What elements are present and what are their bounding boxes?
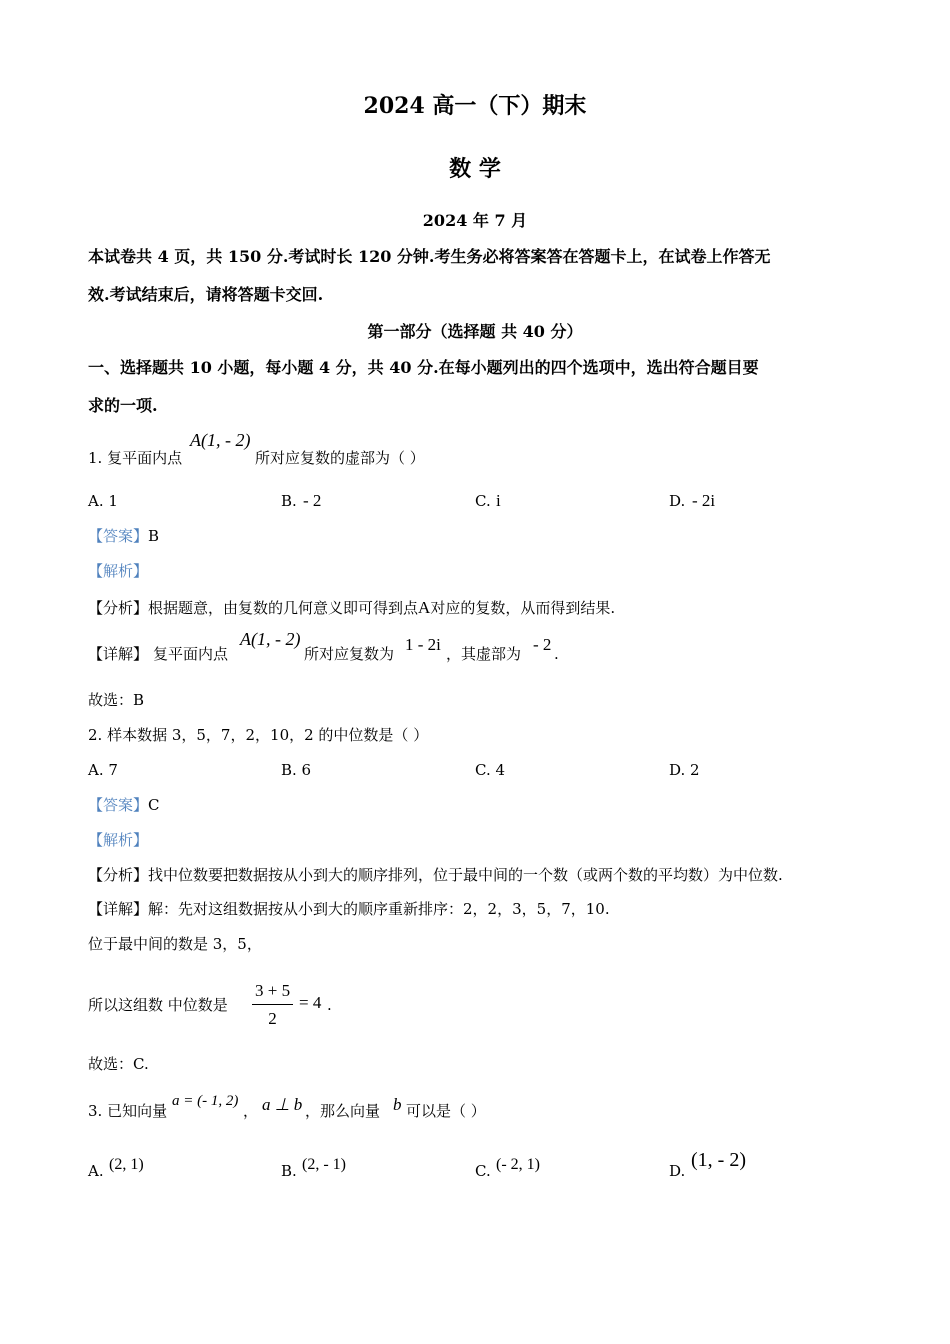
q2-detail-line	[88, 902, 610, 917]
q3-option-a-label: A.	[88, 1162, 104, 1180]
q3-vec-a	[172, 1094, 238, 1109]
q3-option-b-math: (2, - 1)	[302, 1156, 346, 1173]
q1-stem-suffix: 所对应复数的虚部为（ ）	[255, 449, 425, 467]
q1-detail-text-b: 所对应复数为	[304, 645, 395, 663]
q2-line3-prefix: 所以这组数 中位数是	[88, 996, 228, 1014]
q1-detail-imag: - 2	[533, 635, 552, 654]
q2-detail-text: 解：先对这组数据按从小到大的顺序重新排序：2，2，3，5，7，10.	[148, 900, 610, 918]
q2-conclusion: 故选：C.	[88, 1055, 149, 1073]
q1-option-d-math: - 2i	[692, 491, 716, 510]
fenxi-tag: 【分析】	[88, 599, 149, 617]
q1-fenxi-text-b: 对应的复数，从而得到结果.	[430, 599, 616, 617]
section-line1: 一、选择题共 10 小题，每小题 4 分，共 40 分.在每小题列出的四个选项中，选出符合题目要	[88, 358, 759, 377]
q3-vec-a-text: a = (- 1, 2)	[172, 1093, 239, 1109]
section-line2: 求的一项.	[88, 396, 158, 415]
exam-date: 2024 年 7 月	[422, 211, 528, 230]
q3-stem-mid: ，那么向量	[305, 1102, 381, 1120]
q1-point: A(1, - 2)	[190, 430, 251, 450]
q3-separator: ，	[243, 1102, 259, 1120]
q3-stem-prefix: 3. 已知向量	[88, 1102, 168, 1120]
q1-detail-point: A(1, - 2)	[240, 629, 301, 649]
q3-stem-suffix: 可以是（ ）	[406, 1102, 486, 1120]
q1-answer: B	[148, 527, 160, 545]
q1-detail-text-c: ，其虚部为	[446, 645, 522, 663]
q2-fraction	[252, 981, 293, 1029]
q1-fenxi-math: A	[418, 598, 431, 617]
q3-option-c-math: (- 2, 1)	[496, 1156, 540, 1173]
q1-option-c-label: C.	[475, 492, 491, 510]
q3-option-c-label: C.	[475, 1162, 491, 1180]
q1-option-b-label: B.	[281, 492, 297, 510]
q2-line3-end: .	[327, 996, 332, 1014]
subject-title: 数 学	[449, 156, 501, 182]
q1-option-b-math: - 2	[303, 491, 322, 510]
q3-option-a-math: (2, 1)	[109, 1156, 144, 1173]
fenxi-tag: 【分析】	[88, 866, 149, 884]
q1-detail-end: .	[554, 645, 559, 663]
detail-tag: 【详解】	[88, 900, 149, 918]
q1-option-c-math: i	[496, 491, 501, 510]
q2-option-c: C. 4	[475, 761, 506, 779]
q1-conclusion: 故选：B	[88, 691, 145, 709]
q2-answer: C	[148, 796, 160, 814]
q2-option-d: D. 2	[669, 761, 700, 779]
answer-tag: 【答案】	[88, 796, 149, 814]
q3-option-d-label: D.	[669, 1162, 686, 1180]
fraction-denominator: 2	[268, 1009, 277, 1028]
q1-detail-complex: 1 - 2i	[405, 635, 441, 654]
q1-detail-text-a: 复平面内点	[153, 645, 229, 663]
q3-perp: a ⊥ b	[262, 1095, 303, 1114]
q2-fenxi-text: 找中位数要把数据按从小到大的顺序排列，位于最中间的一个数（或两个数的平均数）为中位数.	[148, 866, 783, 884]
q2-fraction-result: = 4	[299, 993, 322, 1012]
exam-title: 2024 高一（下）期末	[363, 93, 587, 119]
q2-analysis-tag: 【解析】	[88, 831, 149, 849]
q2-fenxi-line	[88, 868, 783, 883]
q2-option-a: A. 7	[88, 761, 118, 779]
q3-option-d-math: (1, - 2)	[691, 1149, 746, 1171]
q2-line2: 位于最中间的数是 3，5，	[88, 935, 262, 953]
answer-tag: 【答案】	[88, 527, 149, 545]
q1-detail-tag: 【详解】	[88, 645, 149, 663]
q2-option-b: B. 6	[281, 761, 312, 779]
q1-option-a: A. 1	[88, 492, 118, 510]
instructions-line1: 本试卷共 4 页，共 150 分.考试时长 120 分钟.考生务必将答案答在答题卡上，在试卷上作答无	[88, 247, 771, 266]
q2-stem: 2. 样本数据 3，5，7，2，10，2 的中位数是（ ）	[88, 726, 429, 744]
q1-option-d-label: D.	[669, 492, 686, 510]
part-title: 第一部分（选择题 共 40 分）	[367, 322, 583, 341]
fraction-numerator: 3 + 5	[255, 981, 291, 1000]
q1-analysis-tag: 【解析】	[88, 562, 149, 580]
q1-fenxi-text-a: 根据题意，由复数的几何意义即可得到点	[148, 599, 419, 617]
q1-stem-prefix: 1. 复平面内点	[88, 449, 183, 467]
q2-answer-line	[88, 798, 160, 813]
q1-answer-line	[88, 529, 159, 544]
q3-option-b-label: B.	[281, 1162, 297, 1180]
fraction-bar	[252, 1004, 293, 1005]
q3-vec-b: b	[393, 1095, 402, 1114]
q1-fenxi-line	[88, 599, 615, 616]
instructions-line2: 效.考试结束后，请将答题卡交回.	[88, 285, 324, 304]
